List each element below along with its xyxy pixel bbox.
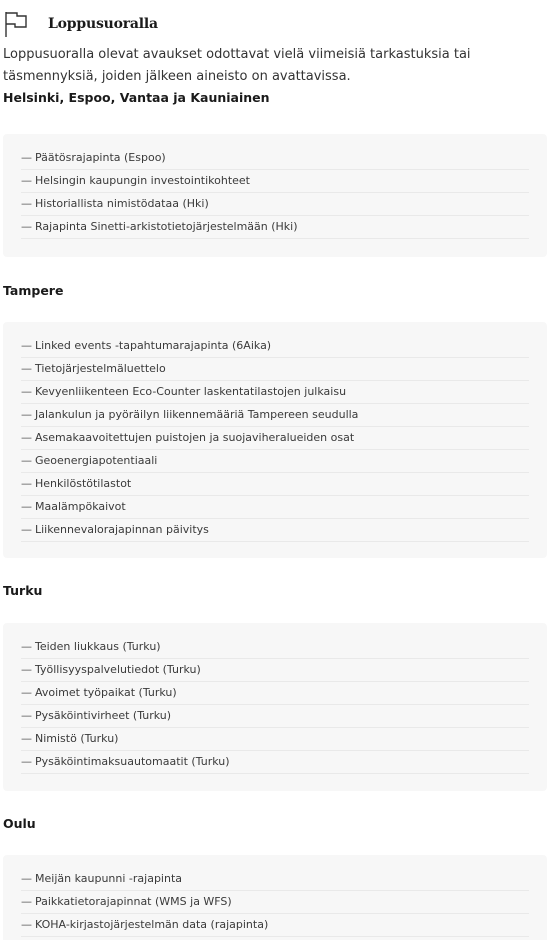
list-item[interactable]: — Nimistö (Turku) [21, 728, 529, 751]
card-oulu [3, 855, 547, 940]
section-header [4, 10, 158, 38]
dash-icon: — [21, 477, 32, 490]
list-item[interactable]: — Meijän kaupunni -rajapinta [21, 868, 529, 891]
list-item[interactable]: — Historiallista nimistödataa (Hki) [21, 193, 529, 216]
dash-icon: — [21, 362, 32, 375]
list-item[interactable]: — Teiden liukkaus (Turku) [21, 636, 529, 659]
dash-icon: — [21, 523, 32, 536]
section-title-tampere: Tampere [3, 283, 64, 298]
dash-icon: — [21, 385, 32, 398]
list-item[interactable]: — Päätösrajapinta (Espoo) [21, 147, 529, 170]
dash-icon: — [21, 454, 32, 467]
card-tampere [3, 322, 547, 558]
list-item[interactable]: — Asemakaavoitettujen puistojen ja suojaviheralueiden osat [21, 427, 529, 450]
list-item[interactable]: — Pysäköintimaksuautomaatit (Turku) [21, 751, 529, 774]
list-turku [21, 636, 529, 774]
list-tampere [21, 335, 529, 542]
dash-icon: — [21, 640, 32, 653]
dash-icon: — [21, 709, 32, 722]
dash-icon: — [21, 755, 32, 768]
dash-icon: — [21, 895, 32, 908]
card-turku [3, 623, 547, 791]
intro-text: Loppusuoralla olevat avaukset odottavat vielä viimeisiä tarkastuksia tai täsmennyksiä, joiden jälkeen aineisto on avattavissa. [3, 47, 471, 84]
dash-icon: — [21, 339, 32, 352]
dash-icon: — [21, 686, 32, 699]
list-item[interactable]: — Linked events -tapahtumarajapinta (6Aika) [21, 335, 529, 358]
section-title-helsinki: Helsinki, Espoo, Vantaa ja Kauniainen [3, 90, 270, 105]
dash-icon: — [21, 663, 32, 676]
list-oulu [21, 868, 529, 937]
list-item[interactable]: — Paikkatietorajapinnat (WMS ja WFS) [21, 891, 529, 914]
section-title-oulu: Oulu [3, 816, 36, 831]
list-item[interactable]: — Tietojärjestelmäluettelo [21, 358, 529, 381]
card-helsinki [3, 134, 547, 257]
list-item[interactable]: — Geoenergiapotentiaali [21, 450, 529, 473]
list-item[interactable]: — Rajapinta Sinetti-arkistotietojärjestelmään (Hki) [21, 216, 529, 239]
dash-icon: — [21, 918, 32, 931]
section-title-turku: Turku [3, 583, 43, 598]
page-title: Loppusuoralla [48, 16, 158, 32]
dash-icon: — [21, 408, 32, 421]
dash-icon: — [21, 500, 32, 513]
dash-icon: — [21, 151, 32, 164]
dash-icon: — [21, 431, 32, 444]
list-item[interactable]: — Liikennevalorajapinnan päivitys [21, 519, 529, 542]
dash-icon: — [21, 872, 32, 885]
list-item[interactable]: — Avoimet työpaikat (Turku) [21, 682, 529, 705]
list-item[interactable]: — Työllisyyspalvelutiedot (Turku) [21, 659, 529, 682]
flag-icon [4, 10, 28, 38]
dash-icon: — [21, 197, 32, 210]
list-item[interactable]: — Pysäköintivirheet (Turku) [21, 705, 529, 728]
list-helsinki [21, 147, 529, 239]
dash-icon: — [21, 732, 32, 745]
list-item[interactable]: — Maalämpökaivot [21, 496, 529, 519]
list-item[interactable]: — KOHA-kirjastojärjestelmän data (rajapinta) [21, 914, 529, 937]
dash-icon: — [21, 220, 32, 233]
list-item[interactable]: — Jalankulun ja pyöräilyn liikennemääriä Tampereen seudulla [21, 404, 529, 427]
dash-icon: — [21, 174, 32, 187]
list-item[interactable]: — Helsingin kaupungin investointikohteet [21, 170, 529, 193]
list-item[interactable]: — Kevyenliikenteen Eco-Counter laskentatilastojen julkaisu [21, 381, 529, 404]
list-item[interactable]: — Henkilöstötilastot [21, 473, 529, 496]
